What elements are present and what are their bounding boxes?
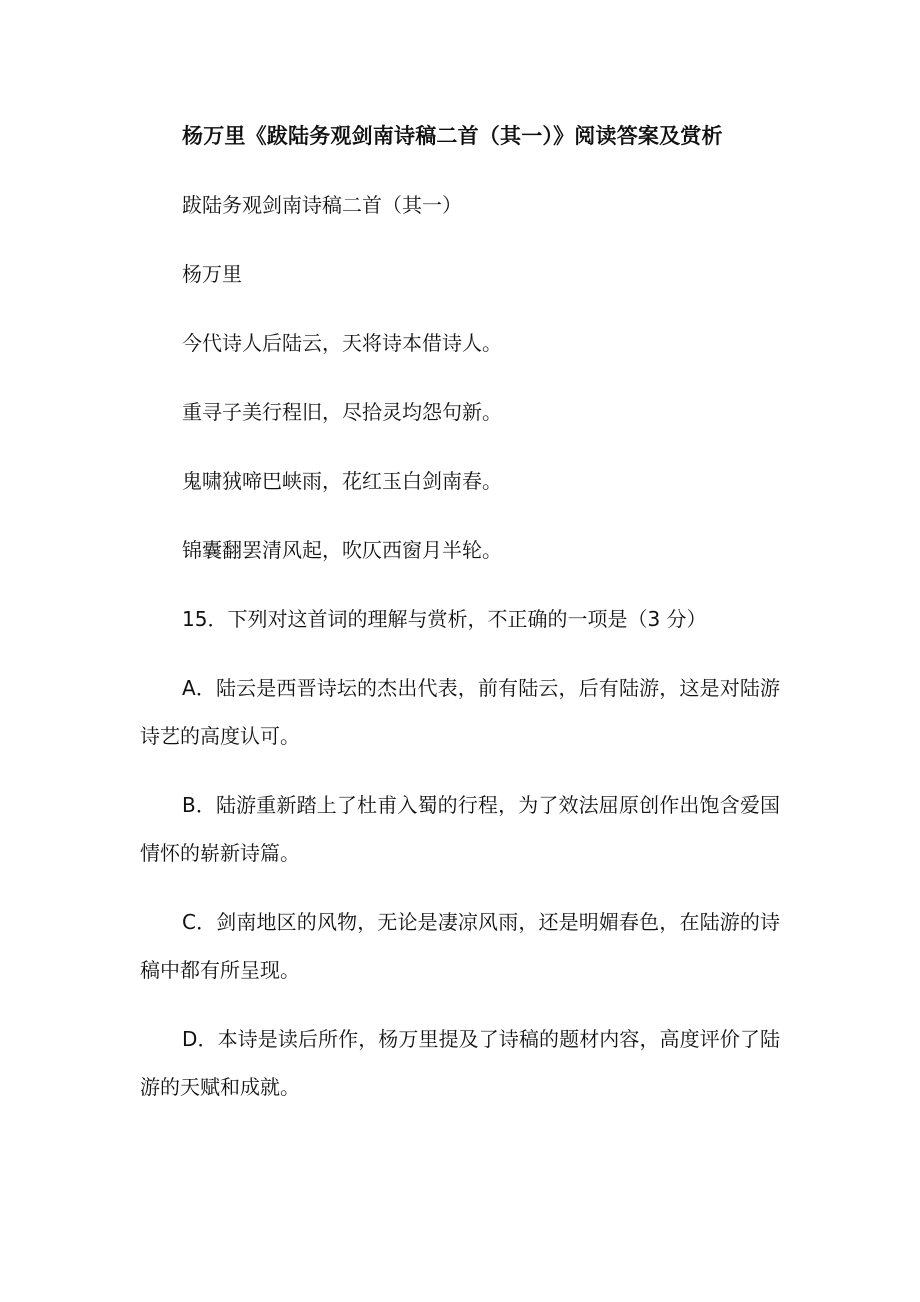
- option-b: B．陆游重新踏上了杜甫入蜀的行程，为了效法屈原创作出饱含爱国情怀的崭新诗篇。: [140, 793, 780, 865]
- poem-line-3: 鬼啸狨啼巴峡雨，花红玉白剑南春。: [182, 469, 502, 493]
- poem-line-2: 重寻子美行程旧，尽拾灵均怨句新。: [182, 400, 502, 424]
- poem-line-1: 今代诗人后陆云，天将诗本借诗人。: [182, 331, 502, 355]
- poem-title: 跋陆务观剑南诗稿二首（其一）: [182, 193, 462, 217]
- poem-line-4: 锦囊翻罢清风起，吹仄西窗月半轮。: [182, 538, 502, 562]
- document-content: [140, 112, 780, 1111]
- question-15: 15．下列对这首词的理解与赏析，不正确的一项是（3 分）: [182, 607, 707, 631]
- option-a: A．陆云是西晋诗坛的杰出代表，前有陆云，后有陆游，这是对陆游诗艺的高度认可。: [140, 676, 780, 748]
- poem-author: 杨万里: [182, 262, 242, 286]
- document-title: 杨万里《跋陆务观剑南诗稿二首（其一）》阅读答案及赏析: [182, 124, 723, 148]
- option-d: D．本诗是读后所作，杨万里提及了诗稿的题材内容，高度评价了陆游的天赋和成就。: [140, 1027, 780, 1099]
- option-c: C．剑南地区的风物，无论是凄凉风雨，还是明媚春色，在陆游的诗稿中都有所呈现。: [140, 910, 780, 982]
